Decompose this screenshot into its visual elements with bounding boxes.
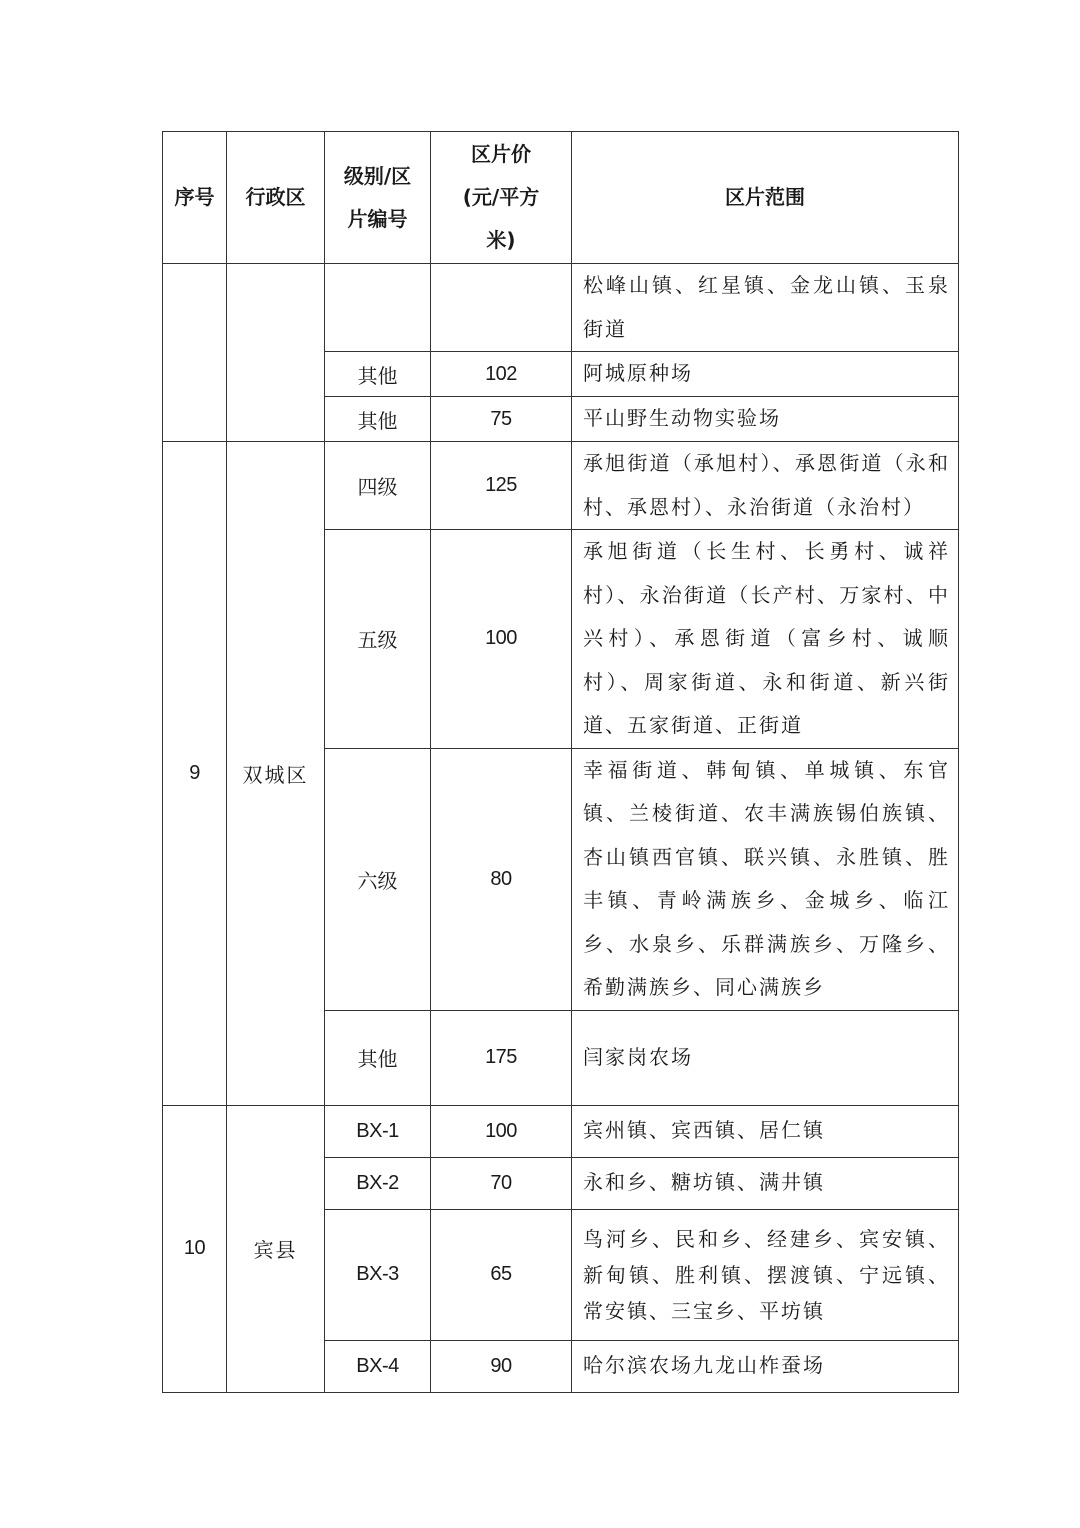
price-cell: 100: [431, 530, 572, 749]
level-cell: BX-3: [325, 1209, 431, 1340]
price-cell: [431, 264, 572, 352]
price-cell: 125: [431, 442, 572, 530]
level-cell: [325, 264, 431, 352]
range-cell: 宾州镇、宾西镇、居仁镇: [572, 1105, 959, 1157]
price-cell: 90: [431, 1340, 572, 1392]
level-cell: BX-4: [325, 1340, 431, 1392]
level-cell: BX-2: [325, 1157, 431, 1209]
price-cell: 80: [431, 748, 572, 1010]
range-cell: 承旭街道（承旭村）、承恩街道（永和村、承恩村）、永治街道（永治村）: [572, 442, 959, 530]
header-price: 区片价(元/平方米): [431, 132, 572, 264]
range-cell: 松峰山镇、红星镇、金龙山镇、玉泉街道: [572, 264, 959, 352]
level-cell: 其他: [325, 1010, 431, 1105]
range-cell: 幸福街道、韩甸镇、单城镇、东官镇、兰棱街道、农丰满族锡伯族镇、杏山镇西官镇、联兴镇、永胜镇、胜丰镇、青岭满族乡、金城乡、临江乡、水泉乡、乐群满族乡、万隆乡、希勤满族乡、同心满族乡: [572, 748, 959, 1010]
table-row: [163, 1105, 959, 1157]
range-cell: 承旭街道（长生村、长勇村、诚祥村）、永治街道（长产村、万家村、中兴村）、承恩街道（富乡村、诚顺村）、周家街道、永和街道、新兴街道、五家街道、正街道: [572, 530, 959, 749]
range-cell: 永和乡、糖坊镇、满井镇: [572, 1157, 959, 1209]
price-cell: 100: [431, 1105, 572, 1157]
table-row: [163, 264, 959, 352]
level-cell: 五级: [325, 530, 431, 749]
land-price-table: [162, 131, 959, 1393]
price-cell: 75: [431, 397, 572, 442]
range-cell: 鸟河乡、民和乡、经建乡、宾安镇、新甸镇、胜利镇、摆渡镇、宁远镇、常安镇、三宝乡、平坊镇: [572, 1209, 959, 1340]
price-cell: 102: [431, 352, 572, 397]
price-cell: 70: [431, 1157, 572, 1209]
level-cell: 其他: [325, 397, 431, 442]
seq-cell: 10: [163, 1105, 227, 1392]
header-district: 行政区: [227, 132, 325, 264]
table-row: [163, 442, 959, 530]
level-cell: 其他: [325, 352, 431, 397]
range-cell: 哈尔滨农场九龙山柞蚕场: [572, 1340, 959, 1392]
range-cell: 闫家岗农场: [572, 1010, 959, 1105]
seq-cell-continued: [163, 264, 227, 442]
level-cell: 四级: [325, 442, 431, 530]
level-cell: 六级: [325, 748, 431, 1010]
range-cell: 阿城原种场: [572, 352, 959, 397]
header-level: 级别/区片编号: [325, 132, 431, 264]
seq-cell: 9: [163, 442, 227, 1106]
level-cell: BX-1: [325, 1105, 431, 1157]
district-cell-continued: [227, 264, 325, 442]
district-cell: 宾县: [227, 1105, 325, 1392]
district-cell: 双城区: [227, 442, 325, 1106]
header-row: [163, 132, 959, 264]
price-cell: 65: [431, 1209, 572, 1340]
price-cell: 175: [431, 1010, 572, 1105]
header-seq: 序号: [163, 132, 227, 264]
range-cell: 平山野生动物实验场: [572, 397, 959, 442]
header-range: 区片范围: [572, 132, 959, 264]
